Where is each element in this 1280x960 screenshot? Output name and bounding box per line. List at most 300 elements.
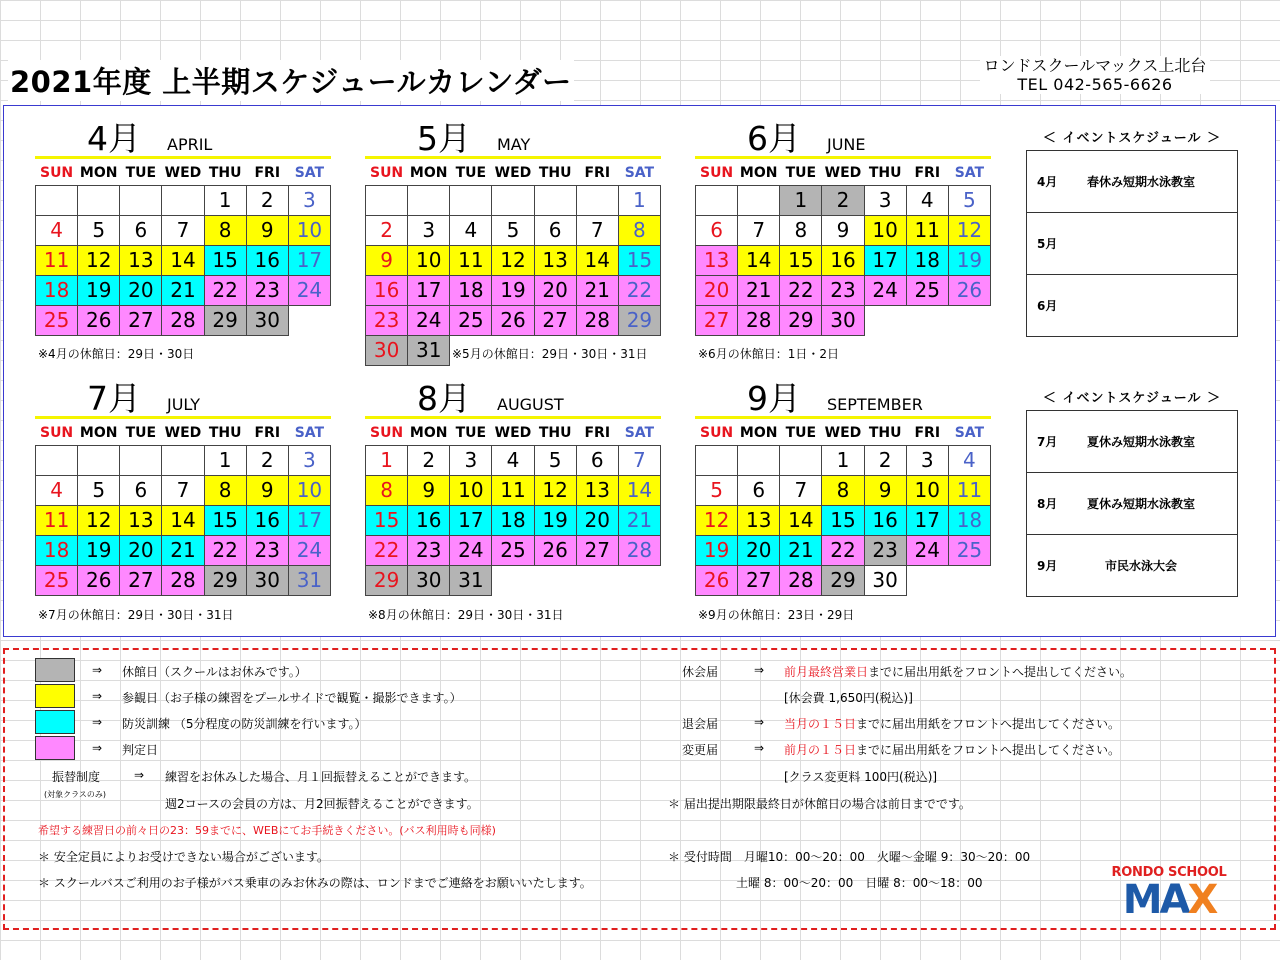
empty-day-cell [738,445,780,475]
day-cell: 18 [906,245,948,275]
day-cell: 15 [204,505,246,535]
day-cell: 26 [78,305,120,335]
event-row: 9月 市民水泳大会 [1037,559,1177,573]
day-cell: 16 [366,275,408,305]
day-cell: 5 [534,445,576,475]
day-cell: 8 [204,215,246,245]
day-cell: 18 [450,275,492,305]
transfer-title: 振替制度 [52,770,101,784]
empty-day-cell [162,445,204,475]
day-cell: 7 [162,475,204,505]
day-cell: 20 [120,535,162,565]
weekday-header: SAT [954,164,985,181]
day-cell: 10 [450,475,492,505]
empty-day-cell [36,185,78,215]
day-cell: 1 [780,185,822,215]
month-calendar [35,370,331,596]
capacity-note: ＊ 安全定員によりお受けできない場合がございます。 [38,850,329,864]
day-cell: 20 [738,535,780,565]
day-cell: 18 [36,535,78,565]
weekday-header: THU [208,424,242,441]
day-cell: 9 [246,215,288,245]
weekday-header: TUE [785,424,817,441]
day-cell: 5 [696,475,738,505]
day-cell: 19 [78,275,120,305]
day-cell: 7 [780,475,822,505]
day-cell: 22 [204,275,246,305]
calendar-grid [365,161,661,366]
month-calendar [695,110,991,336]
empty-day-cell [120,185,162,215]
month-header [365,370,661,419]
weekday-header: MON [409,164,448,181]
day-cell: 19 [534,505,576,535]
month-number: 5月 [417,119,471,158]
weekday-header: SAT [624,424,655,441]
month-calendar [365,370,661,596]
day-cell: 17 [864,245,906,275]
empty-day-cell [366,185,408,215]
day-cell: 3 [450,445,492,475]
legend-swatch-yellow [35,684,75,708]
calendar-grid [695,421,991,596]
day-cell: 30 [246,565,288,595]
calendar-grid [695,161,991,336]
legend-arrow: ⇒ [134,768,145,782]
day-cell: 13 [576,475,618,505]
day-cell: 16 [246,505,288,535]
day-cell: 3 [864,185,906,215]
empty-day-cell [780,445,822,475]
weekday-header: WED [494,164,532,181]
month-calendar [365,110,661,366]
day-cell: 6 [576,445,618,475]
day-cell: 21 [162,275,204,305]
day-cell: 29 [618,305,660,335]
month-name: AUGUST [497,395,564,414]
day-cell: 28 [738,305,780,335]
event-schedule-2 [1026,388,1238,597]
empty-day-cell [906,565,948,595]
kyukai-fee: [休会費 1,650円(税込)] [784,691,913,705]
reception-hours-2: 土曜 8：00〜20：00 日曜 8：00〜18：00 [736,876,983,890]
weekday-header: SAT [954,424,985,441]
day-cell: 29 [780,305,822,335]
weekday-header: FRI [914,424,941,441]
month-number: 7月 [87,379,141,418]
day-cell: 2 [246,445,288,475]
day-cell: 20 [696,275,738,305]
day-cell: 23 [408,535,450,565]
day-cell: 2 [408,445,450,475]
day-cell: 15 [822,505,864,535]
legend-arrow: ⇒ [754,741,765,755]
day-cell: 24 [288,535,330,565]
day-cell: 30 [822,305,864,335]
day-cell: 28 [618,535,660,565]
day-cell: 29 [366,565,408,595]
legend-arrow: ⇒ [754,663,765,677]
day-cell: 6 [120,215,162,245]
weekday-header: TUE [125,424,157,441]
taikai-text: 当月の１５日までに届出用紙をフロントへ提出してください。 [784,717,1121,731]
weekday-header: SAT [624,164,655,181]
day-cell: 14 [738,245,780,275]
empty-day-cell [534,565,576,595]
day-cell: 9 [366,245,408,275]
day-cell: 11 [36,505,78,535]
month-number: 6月 [747,119,801,158]
legend-arrow: ⇒ [92,663,103,677]
henko-label: 変更届 [682,743,719,757]
day-cell: 22 [780,275,822,305]
day-cell: 4 [450,215,492,245]
day-cell: 27 [534,305,576,335]
empty-day-cell [450,185,492,215]
empty-day-cell [948,565,990,595]
weekday-header: MON [739,164,778,181]
day-cell: 4 [948,445,990,475]
day-cell: 14 [162,245,204,275]
day-cell: 7 [738,215,780,245]
day-cell: 22 [822,535,864,565]
day-cell: 28 [576,305,618,335]
day-cell: 1 [204,445,246,475]
day-cell: 8 [618,215,660,245]
closed-days-note: ※9月の休館日：23日・29日 [698,608,855,622]
closed-days-note: ※6月の休館日：1日・2日 [698,347,839,361]
weekday-header: WED [494,424,532,441]
event-row: 6月 [1037,299,1058,313]
day-cell: 10 [288,475,330,505]
month-name: APRIL [167,135,213,154]
day-cell: 9 [864,475,906,505]
day-cell: 9 [408,475,450,505]
legend-pink-text: 判定日 [122,743,159,757]
day-cell: 20 [534,275,576,305]
empty-day-cell [906,305,948,335]
empty-day-cell [534,185,576,215]
day-cell: 7 [618,445,660,475]
logo-max: MAX [1122,877,1216,923]
legend-gray-text: 休館日（スクールはお休みです。） [122,665,307,679]
event-row: 5月 [1027,213,1237,275]
weekday-header: FRI [254,424,281,441]
day-cell: 23 [246,275,288,305]
day-cell: 3 [408,215,450,245]
day-cell: 27 [696,305,738,335]
day-cell: 24 [864,275,906,305]
legend-yellow-text: 参観日（お子様の練習をプールサイドで観覧・撮影できます。） [122,691,462,705]
legend-swatch-cyan [35,710,75,734]
month-header [365,110,661,159]
day-cell: 10 [906,475,948,505]
day-cell: 23 [366,305,408,335]
closed-days-note: ※8月の休館日：29日・30日・31日 [368,608,564,622]
month-calendar [35,110,331,336]
day-cell: 2 [246,185,288,215]
day-cell: 11 [36,245,78,275]
month-header [35,370,331,419]
weekday-header: SUN [699,424,734,441]
weekday-header: WED [824,164,862,181]
empty-day-cell [492,185,534,215]
weekday-header: WED [824,424,862,441]
day-cell: 18 [36,275,78,305]
day-cell: 1 [366,445,408,475]
kyukai-text: 前月最終営業日までに届出用紙をフロントへ提出してください。 [784,665,1133,679]
month-number: 9月 [747,379,801,418]
month-header [695,110,991,159]
deadline-note: ＊ 届出提出期限最終日が休館日の場合は前日までです。 [668,797,971,811]
day-cell: 20 [120,275,162,305]
day-cell: 17 [906,505,948,535]
weekday-header: THU [538,164,572,181]
day-cell: 30 [366,335,408,365]
day-cell: 19 [492,275,534,305]
empty-day-cell [696,445,738,475]
day-cell: 17 [288,245,330,275]
legend-swatch-pink [35,736,75,760]
day-cell: 31 [408,335,450,365]
weekday-header: THU [868,164,902,181]
month-number: 8月 [417,379,471,418]
bus-note: ＊ スクールバスご利用のお子様がバス乗車のみお休みの際は、ロンドまでご連絡をお願いいたします。 [38,876,592,890]
day-cell: 11 [492,475,534,505]
transfer-sub: (対象クラスのみ) [44,790,107,799]
day-cell: 10 [864,215,906,245]
day-cell: 6 [696,215,738,245]
day-cell: 16 [822,245,864,275]
day-cell: 12 [948,215,990,245]
day-cell: 22 [618,275,660,305]
day-cell: 30 [864,565,906,595]
day-cell: 17 [408,275,450,305]
empty-day-cell [78,185,120,215]
day-cell: 27 [120,565,162,595]
day-cell: 7 [576,215,618,245]
day-cell: 7 [162,215,204,245]
empty-day-cell [78,445,120,475]
event-schedule-header: ＜ イベントスケジュール ＞ [1042,131,1222,146]
legend-swatch-gray [35,658,75,682]
day-cell: 13 [534,245,576,275]
day-cell: 5 [78,215,120,245]
closed-days-note: ※4月の休館日：29日・30日 [38,347,195,361]
day-cell: 14 [618,475,660,505]
month-name: MAY [497,135,531,154]
day-cell: 16 [246,245,288,275]
day-cell: 1 [618,185,660,215]
legend-arrow: ⇒ [754,715,765,729]
day-cell: 20 [576,505,618,535]
day-cell: 14 [780,505,822,535]
empty-day-cell [36,445,78,475]
day-cell: 15 [204,245,246,275]
weekday-header: SUN [369,424,404,441]
day-cell: 10 [408,245,450,275]
event-row: 7月 夏休み短期水泳教室 [1027,411,1237,473]
day-cell: 12 [78,245,120,275]
day-cell: 4 [906,185,948,215]
weekday-header: SUN [699,164,734,181]
day-cell: 28 [780,565,822,595]
day-cell: 19 [948,245,990,275]
day-cell: 12 [78,505,120,535]
event-row: 4月 春休み短期水泳教室 [1027,151,1237,213]
day-cell: 31 [288,565,330,595]
day-cell: 25 [450,305,492,335]
day-cell: 3 [906,445,948,475]
empty-day-cell [738,185,780,215]
day-cell: 21 [162,535,204,565]
day-cell: 28 [162,305,204,335]
day-cell: 6 [120,475,162,505]
day-cell: 27 [738,565,780,595]
transfer-text-2: 週2コースの会員の方は、月2回振替えることができます。 [165,797,479,811]
day-cell: 22 [204,535,246,565]
day-cell: 8 [780,215,822,245]
weekday-header: TUE [785,164,817,181]
school-name: ロンドスクールマックス上北台 [983,56,1207,75]
day-cell: 4 [36,475,78,505]
month-number: 4月 [87,119,141,158]
day-cell: 25 [36,565,78,595]
day-cell: 12 [534,475,576,505]
day-cell: 27 [120,305,162,335]
day-cell: 5 [78,475,120,505]
day-cell: 26 [78,565,120,595]
weekday-header: SUN [39,164,74,181]
empty-day-cell [120,445,162,475]
day-cell: 13 [738,505,780,535]
day-cell: 19 [696,535,738,565]
legend-cyan-text: 防災訓練 （5分程度の防災訓練を行います。） [122,717,367,731]
calendar-grid [365,421,661,596]
weekday-header: MON [79,424,118,441]
month-name: JUNE [827,135,866,154]
closed-days-note: ※7月の休館日：29日・30日・31日 [38,608,234,622]
day-cell: 21 [780,535,822,565]
weekday-header: THU [208,164,242,181]
day-cell: 14 [576,245,618,275]
day-cell: 15 [780,245,822,275]
day-cell: 22 [366,535,408,565]
day-cell: 15 [618,245,660,275]
henko-text: 前月の１５日までに届出用紙をフロントへ提出してください。 [784,743,1121,757]
day-cell: 18 [492,505,534,535]
day-cell: 29 [822,565,864,595]
legend-arrow: ⇒ [92,715,103,729]
day-cell: 16 [408,505,450,535]
day-cell: 26 [534,535,576,565]
month-name: JULY [167,395,200,414]
closed-days-note: ※5月の休館日：29日・30日・31日 [452,347,648,361]
day-cell: 26 [696,565,738,595]
day-cell: 11 [906,215,948,245]
day-cell: 29 [204,565,246,595]
weekday-header: SUN [39,424,74,441]
day-cell: 24 [288,275,330,305]
calendar-grid [35,161,331,336]
day-cell: 6 [534,215,576,245]
day-cell: 9 [246,475,288,505]
day-cell: 16 [864,505,906,535]
day-cell: 9 [822,215,864,245]
month-header [695,370,991,419]
day-cell: 8 [366,475,408,505]
day-cell: 30 [408,565,450,595]
day-cell: 29 [204,305,246,335]
event-schedule-header: ＜ イベントスケジュール ＞ [1042,391,1222,406]
weekday-header: WED [164,424,202,441]
day-cell: 28 [162,565,204,595]
empty-day-cell [948,305,990,335]
day-cell: 8 [822,475,864,505]
day-cell: 25 [36,305,78,335]
day-cell: 19 [78,535,120,565]
taikai-label: 退会届 [682,717,719,731]
calendar-grid [35,421,331,596]
weekday-header: FRI [584,164,611,181]
day-cell: 27 [576,535,618,565]
day-cell: 24 [408,305,450,335]
weekday-header: MON [79,164,118,181]
day-cell: 18 [948,505,990,535]
weekday-header: FRI [584,424,611,441]
day-cell: 8 [204,475,246,505]
month-name: SEPTEMBER [827,395,923,414]
logo-text: RONDO SCHOOL [1111,865,1227,880]
weekday-header: FRI [254,164,281,181]
day-cell: 3 [288,185,330,215]
empty-day-cell [162,185,204,215]
event-row: 8月 夏休み短期水泳教室 [1027,473,1237,535]
event-schedule-1 [1026,128,1238,337]
weekday-header: MON [409,424,448,441]
empty-day-cell [288,305,330,335]
legend-arrow: ⇒ [92,741,103,755]
weekday-header: THU [868,424,902,441]
day-cell: 12 [696,505,738,535]
day-cell: 4 [36,215,78,245]
day-cell: 2 [366,215,408,245]
day-cell: 25 [492,535,534,565]
day-cell: 12 [492,245,534,275]
day-cell: 21 [618,505,660,535]
day-cell: 17 [450,505,492,535]
day-cell: 23 [822,275,864,305]
day-cell: 5 [948,185,990,215]
day-cell: 1 [204,185,246,215]
empty-day-cell [864,305,906,335]
day-cell: 10 [288,215,330,245]
day-cell: 25 [948,535,990,565]
empty-day-cell [618,565,660,595]
weekday-header: WED [164,164,202,181]
school-info [980,56,1210,94]
day-cell: 11 [948,475,990,505]
day-cell: 26 [948,275,990,305]
day-cell: 21 [738,275,780,305]
reception-hours-1: ＊ 受付時間 月曜10：00〜20：00 火曜〜金曜 9：30〜20：00 [668,850,1031,864]
legend-arrow: ⇒ [92,689,103,703]
empty-day-cell [408,185,450,215]
henko-fee: [クラス変更料 100円(税込)] [784,770,938,784]
transfer-text-1: 練習をお休みした場合、月１回振替えることができます。 [165,770,477,784]
day-cell: 31 [450,565,492,595]
weekday-header: SUN [369,164,404,181]
